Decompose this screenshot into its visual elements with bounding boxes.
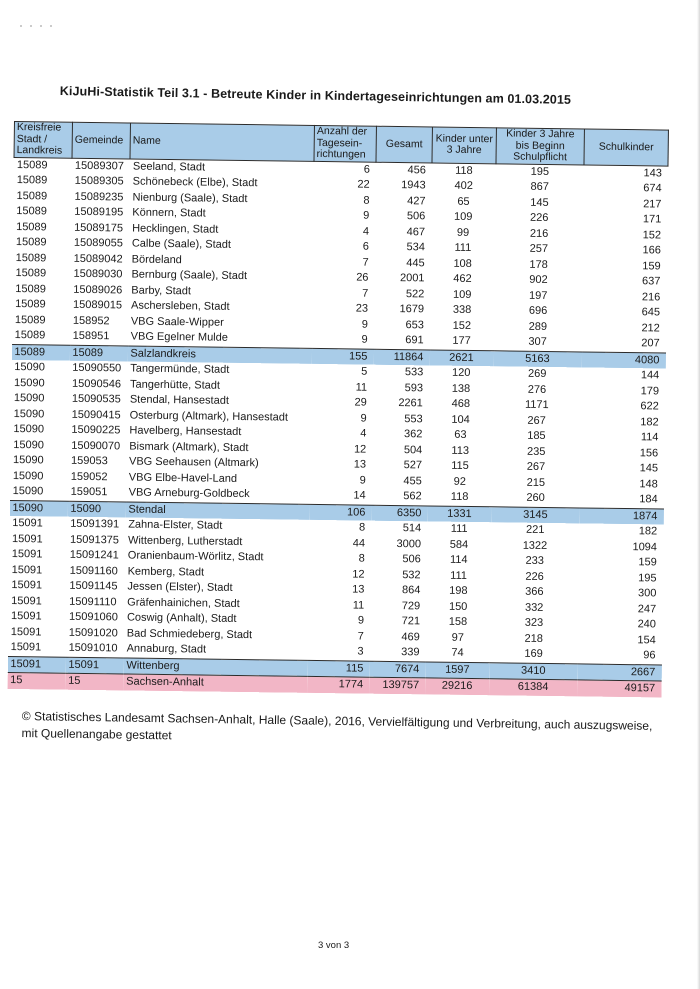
unter3-cell: 108 [453,257,472,270]
anzahl-cell: 26 [356,271,369,284]
unter3-cell: 114 [449,553,468,566]
schulkinder-cell: 217 [643,197,662,210]
anzahl-cell: 9 [360,412,367,425]
drei-jahre-cell: 332 [524,601,544,614]
drei-jahre-cell: 169 [524,647,543,660]
name-cell: Calbe (Saale), Stadt [131,237,232,251]
gesamt-cell: 506 [406,210,426,223]
anzahl-cell: 7 [362,287,369,300]
drei-jahre-cell: 307 [528,335,547,348]
kreis-cell: 15091 [11,532,43,545]
name-cell: VBG Arneburg-Goldbeck [128,486,250,501]
gesamt-cell: 553 [404,412,423,425]
kreis-cell: 15090 [13,392,45,405]
drei-jahre-cell: 178 [529,258,548,271]
kreis-cell: 15091 [11,594,42,607]
anzahl-cell: 6 [362,240,369,253]
kreis-cell: 15089 [16,174,48,187]
anzahl-cell: 4 [360,427,367,440]
gesamt-cell: 445 [406,256,425,269]
anzahl-cell: 14 [353,489,366,502]
schulkinder-cell: 96 [643,649,656,662]
drei-jahre-cell: 267 [527,414,546,427]
gesamt-cell: 1679 [399,303,425,316]
schulkinder-cell: 182 [638,525,658,538]
schulkinder-cell: 148 [639,477,658,490]
drei-jahre-cell: 233 [525,554,545,567]
gemeinde-cell: 159051 [70,485,108,499]
gesamt-cell: 593 [404,381,424,394]
drei-jahre-cell: 235 [526,445,546,458]
kreis-cell: 15089 [14,313,46,326]
anzahl-cell: 9 [361,333,368,346]
kreis-cell: 15089 [14,329,46,342]
gesamt-cell: 653 [405,318,424,331]
unter3-cell: 152 [452,319,472,332]
gemeinde-cell: 15090415 [71,408,121,421]
anzahl-cell: 4 [362,225,370,238]
name-cell: Barby, Stadt [131,284,192,297]
kreis-cell: 15090 [9,500,67,517]
drei-jahre-cell: 3145 [491,506,579,523]
name-cell: Oranienbaum-Wörlitz, Stadt [127,549,264,564]
kreis-cell: 15089 [16,220,47,233]
anzahl-cell: 13 [353,458,367,471]
schulkinder-cell: 622 [640,400,659,413]
gesamt-cell: 455 [403,474,422,487]
name-cell: Bördeland [131,253,182,266]
gesamt-cell: 721 [401,615,421,628]
kreis-cell: 15089 [15,251,47,264]
unter3-cell: 92 [453,475,467,488]
gesamt-cell: 427 [407,194,426,207]
name-cell: Könnern, Stadt [132,206,206,220]
gemeinde-cell: 158951 [72,329,110,343]
anzahl-cell: 8 [358,552,365,565]
unter3-cell: 2621 [429,349,493,366]
gesamt-cell: 691 [405,334,424,347]
anzahl-cell: 106 [309,504,371,521]
drei-jahre-cell: 226 [530,211,549,225]
anzahl-cell: 44 [352,536,366,550]
drei-jahre-cell: 185 [527,429,546,442]
schulkinder-cell: 300 [637,587,657,600]
name-cell: Stendal [125,501,309,519]
unter3-cell: 111 [454,241,472,254]
page-number: 3 von 3 [318,940,350,951]
kreis-cell: 15 [7,672,65,689]
gemeinde-cell: 15089042 [73,252,123,265]
gesamt-cell: 1943 [401,179,426,192]
gemeinde-cell: 15090070 [71,439,121,452]
header-name: Name [130,123,314,161]
unter3-cell: 109 [454,210,473,224]
schulkinder-cell: 1094 [632,540,658,553]
unter3-cell: 462 [453,272,472,286]
name-cell: VBG Saale-Wipper [130,315,224,329]
gesamt-cell: 6350 [371,505,427,522]
name-cell: Wittenberg, Lutherstadt [127,534,243,548]
gemeinde-cell: 15091160 [69,564,118,577]
gemeinde-cell: 15089030 [73,267,123,281]
drei-jahre-cell: 696 [528,304,548,317]
unter3-cell: 1331 [427,505,491,522]
drei-jahre-cell: 269 [527,367,547,380]
schulkinder-cell: 145 [639,462,659,475]
unter3-cell: 138 [451,382,471,395]
unter3-cell: 150 [448,600,468,613]
name-cell: Gräfenhainichen, Stadt [127,596,240,610]
kreis-cell: 15091 [10,610,42,623]
gemeinde-cell: 15089 [69,345,127,362]
gesamt-cell: 534 [406,241,425,254]
unter3-cell: 198 [449,584,468,597]
gemeinde-cell: 15 [65,673,123,690]
kreis-cell: 15089 [16,158,48,171]
gesamt-cell: 139757 [369,677,425,694]
drei-jahre-cell: 145 [530,196,549,209]
anzahl-cell: 11 [355,380,368,394]
unter3-cell: 118 [455,164,473,177]
gemeinde-cell: 15091110 [69,595,117,608]
schulkinder-cell: 2667 [577,663,661,681]
header-kreis: Kreisfreie Stadt / Landkreis [14,122,72,158]
drei-jahre-cell: 226 [525,570,544,583]
name-cell: Hecklingen, Stadt [132,222,219,236]
name-cell: Seeland, Stadt [132,160,206,174]
schulkinder-cell: 240 [637,618,657,631]
header-gesamt: Gesamt [376,126,432,162]
gemeinde-cell: 15091241 [69,548,119,562]
drei-jahre-cell: 366 [525,585,544,598]
schulkinder-cell: 166 [642,244,661,257]
anzahl-cell: 23 [355,302,369,315]
unter3-cell: 104 [451,413,470,426]
drei-jahre-cell: 260 [526,491,545,504]
drei-jahre-cell: 276 [527,383,547,396]
anzahl-cell: 5 [361,365,368,378]
name-cell: Stendal, Hansestadt [129,393,230,407]
gemeinde-cell: 15090 [67,501,125,518]
schulkinder-cell: 637 [642,275,661,288]
table-body [7,157,668,697]
drei-jahre-cell: 197 [528,289,548,302]
unter3-cell: 468 [451,397,471,410]
header-gemeinde: Gemeinde [72,122,130,158]
kreis-cell: 15090 [12,469,44,482]
anzahl-cell: 12 [352,567,365,581]
gemeinde-cell: 15089175 [74,221,124,234]
drei-jahre-cell: 195 [530,165,550,178]
schulkinder-cell: 49157 [577,680,661,697]
kreis-cell: 15090 [13,407,45,420]
unter3-cell: 111 [450,569,468,582]
unter3-cell: 111 [450,522,468,535]
schulkinder-cell: 216 [641,290,661,303]
gesamt-cell: 504 [403,443,423,456]
name-cell: Nienburg (Saale), Stadt [132,191,248,205]
drei-jahre-cell: 221 [525,523,545,536]
anzahl-cell: 7 [357,630,364,643]
kreis-cell: 15091 [11,579,43,592]
drei-jahre-cell: 1171 [524,398,549,412]
gesamt-cell: 533 [404,366,424,379]
unter3-cell: 118 [450,490,469,503]
gesamt-cell: 2261 [398,397,423,410]
gemeinde-cell: 158952 [72,314,110,327]
gemeinde-cell: 15090535 [71,392,121,406]
name-cell: Tangermünde, Stadt [130,362,230,376]
name-cell: Tangerhütte, Stadt [129,378,221,392]
unter3-cell: 120 [451,366,471,379]
schulkinder-cell: 247 [637,602,657,615]
gesamt-cell: 864 [401,584,421,597]
drei-jahre-cell: 267 [526,460,546,473]
unter3-cell: 402 [454,179,473,193]
anzahl-cell: 12 [353,442,367,456]
anzahl-cell: 3 [357,645,364,658]
name-cell: Schönebeck (Elbe), Stadt [132,175,258,190]
header-unter3: Kinder unter 3 Jahre [432,127,496,163]
gemeinde-cell: 159053 [70,454,108,468]
schulkinder-cell: 182 [640,415,659,428]
statistics-table-wrapper [7,121,668,697]
name-cell: Sachsen-Anhalt [123,674,307,692]
schulkinder-cell: 1874 [579,507,663,524]
gemeinde-cell: 15089195 [74,205,124,219]
gesamt-cell: 339 [401,646,420,659]
anzahl-cell: 9 [363,209,370,222]
gemeinde-cell: 15089235 [74,190,124,203]
unter3-cell: 109 [453,288,472,301]
kreis-cell: 15089 [15,267,47,280]
unter3-cell: 97 [451,631,464,644]
name-cell: Havelberg, Hansestadt [129,424,242,439]
anzahl-cell: 8 [363,194,370,207]
drei-jahre-cell: 61384 [489,679,577,696]
kreis-cell: 15091 [10,625,42,638]
drei-jahre-cell: 323 [524,616,544,629]
kreis-cell: 15089 [16,189,48,202]
unter3-cell: 29216 [425,678,489,695]
gemeinde-cell: 15091391 [70,517,120,531]
gesamt-cell: 729 [401,599,421,612]
anzahl-cell: 155 [311,348,373,365]
name-cell: Kemberg, Stadt [127,565,205,579]
anzahl-cell: 13 [352,583,365,596]
name-cell: Annaburg, Stadt [126,642,207,656]
header-3jahre: Kinder 3 Jahre bis Beginn Schulpflicht [496,128,584,165]
gesamt-cell: 7674 [369,661,425,678]
schulkinder-cell: 674 [643,182,662,195]
schulkinder-cell: 207 [641,337,660,350]
anzahl-cell: 9 [359,474,366,487]
gemeinde-cell: 15091010 [68,641,118,655]
anzahl-cell: 115 [307,660,369,677]
name-cell: Coswig (Anhalt), Stadt [126,611,237,625]
kreis-cell: 15089 [15,236,47,249]
gemeinde-cell: 15089307 [74,159,124,172]
drei-jahre-cell: 216 [529,227,549,240]
drei-jahre-cell: 257 [529,242,549,256]
header-anzahl: Anzahl der Tagesein-richtungen [314,125,376,161]
name-cell: VBG Seehausen (Altmark) [128,455,259,470]
gemeinde-cell: 15090550 [72,361,122,375]
unter3-cell: 63 [454,428,467,441]
schulkinder-cell: 195 [638,571,657,584]
gemeinde-cell: 159052 [70,470,108,483]
name-cell: VBG Egelner Mulde [130,330,228,344]
gemeinde-cell: 15091 [65,657,123,674]
gesamt-cell: 532 [402,568,421,581]
unter3-cell: 158 [448,615,468,628]
anzahl-cell: 22 [357,178,370,191]
gesamt-cell: 3000 [396,537,422,550]
kreis-cell: 15089 [15,282,46,295]
anzahl-cell: 8 [359,521,366,534]
unter3-cell: 113 [451,444,470,457]
gemeinde-cell: 15091375 [69,533,120,546]
gemeinde-cell: 15089055 [73,236,123,250]
anzahl-cell: 1774 [307,676,369,693]
gesamt-cell: 514 [402,522,422,535]
drei-jahre-cell: 218 [524,632,544,645]
gesamt-cell: 456 [407,163,426,176]
name-cell: Salzlandkreis [127,346,311,364]
drei-jahre-cell: 289 [528,320,548,333]
header-schulkinder: Schulkinder [584,129,668,166]
anzahl-cell: 29 [354,396,367,409]
kreis-cell: 15090 [13,423,45,436]
kreis-cell: 15091 [11,548,43,561]
name-cell: Bismark (Altmark), Stadt [129,440,249,454]
unter3-cell: 115 [451,459,469,472]
gesamt-cell: 522 [405,287,425,300]
schulkinder-cell: 179 [640,384,660,397]
kreis-cell: 15089 [15,298,46,311]
kreis-cell: 15091 [7,656,65,673]
schulkinder-cell: 152 [642,228,662,241]
gemeinde-cell: 15091145 [69,579,118,593]
schulkinder-cell: 645 [641,306,661,319]
unter3-cell: 65 [457,195,470,208]
anzahl-cell: 9 [361,318,368,331]
schulkinder-cell: 114 [640,431,659,444]
drei-jahre-cell: 867 [530,180,549,194]
gemeinde-cell: 15089305 [74,174,124,188]
anzahl-cell: 9 [357,614,365,627]
drei-jahre-cell: 3410 [489,662,577,680]
kreis-cell: 15090 [12,454,44,467]
schulkinder-cell: 171 [642,213,662,226]
drei-jahre-cell: 215 [526,476,546,489]
anzahl-cell: 7 [362,256,369,269]
gesamt-cell: 2001 [399,272,425,285]
drei-jahre-cell: 1322 [522,539,548,552]
kreis-cell: 15090 [13,376,45,389]
kreis-cell: 15091 [11,563,43,576]
schulkinder-cell: 212 [641,321,660,334]
gesamt-cell: 467 [406,225,426,238]
kreis-cell: 15089 [11,344,69,361]
page-title: KiJuHi-Statistik Teil 3.1 - Betreute Kinder in Kindertageseinrichtungen am 01.03.2015 [59,84,572,107]
schulkinder-cell: 144 [640,369,660,382]
kreis-cell: 15091 [12,517,43,530]
schulkinder-cell: 159 [638,556,657,569]
schulkinder-cell: 4080 [581,351,665,368]
unter3-cell: 99 [456,226,470,239]
gemeinde-cell: 15091060 [68,610,119,624]
name-cell: Bernburg (Saale), Stadt [131,268,248,283]
unter3-cell: 177 [452,334,471,347]
name-cell: Aschersleben, Stadt [131,299,230,313]
gemeinde-cell: 15090546 [71,377,122,390]
kreis-cell: 15090 [13,438,44,451]
name-cell: Zahna-Elster, Stadt [128,518,223,532]
unter3-cell: 74 [451,646,464,659]
anzahl-cell: 6 [363,163,370,176]
unter3-cell: 1597 [425,661,489,678]
name-cell: Bad Schmiedeberg, Stadt [126,627,253,641]
drei-jahre-cell: 902 [529,273,548,286]
copyright-notice: © Statistisches Landesamt Sachsen-Anhalt, Halle (Saale), 2016, Vervielfältigung und Verbreitung, auch auszugsweise, mit Quellenangabe gestattet [21,708,653,743]
kreis-cell: 15090 [12,485,44,498]
name-cell: VBG Elbe-Havel-Land [128,471,238,485]
kreis-cell: 15090 [14,361,45,374]
name-cell: Osterburg (Altmark), Hansestadt [129,409,289,424]
gemeinde-cell: 15089026 [73,283,123,296]
drei-jahre-cell: 5163 [493,350,581,367]
gemeinde-cell: 15089015 [73,298,123,312]
scan-artifact [20,14,60,18]
gesamt-cell: 527 [403,459,423,472]
schulkinder-cell: 143 [643,166,662,179]
schulkinder-cell: 154 [637,633,656,646]
gesamt-cell: 469 [401,630,420,643]
name-cell: Jessen (Elster), Stadt [127,580,233,594]
gesamt-cell: 506 [402,553,421,566]
schulkinder-cell: 156 [639,446,659,459]
schulkinder-cell: 159 [642,259,661,272]
schulkinder-cell: 184 [639,493,658,506]
gemeinde-cell: 15091020 [68,626,118,639]
unter3-cell: 338 [452,303,472,317]
kreis-cell: 15091 [10,641,42,654]
gesamt-cell: 562 [403,490,422,503]
statistics-table [7,121,669,697]
gemeinde-cell: 15090225 [71,423,121,437]
name-cell: Wittenberg [123,657,307,676]
gesamt-cell: 362 [403,428,423,441]
anzahl-cell: 11 [352,598,365,612]
unter3-cell: 584 [449,538,469,551]
gesamt-cell: 11864 [373,349,429,366]
kreis-cell: 15089 [16,205,47,218]
